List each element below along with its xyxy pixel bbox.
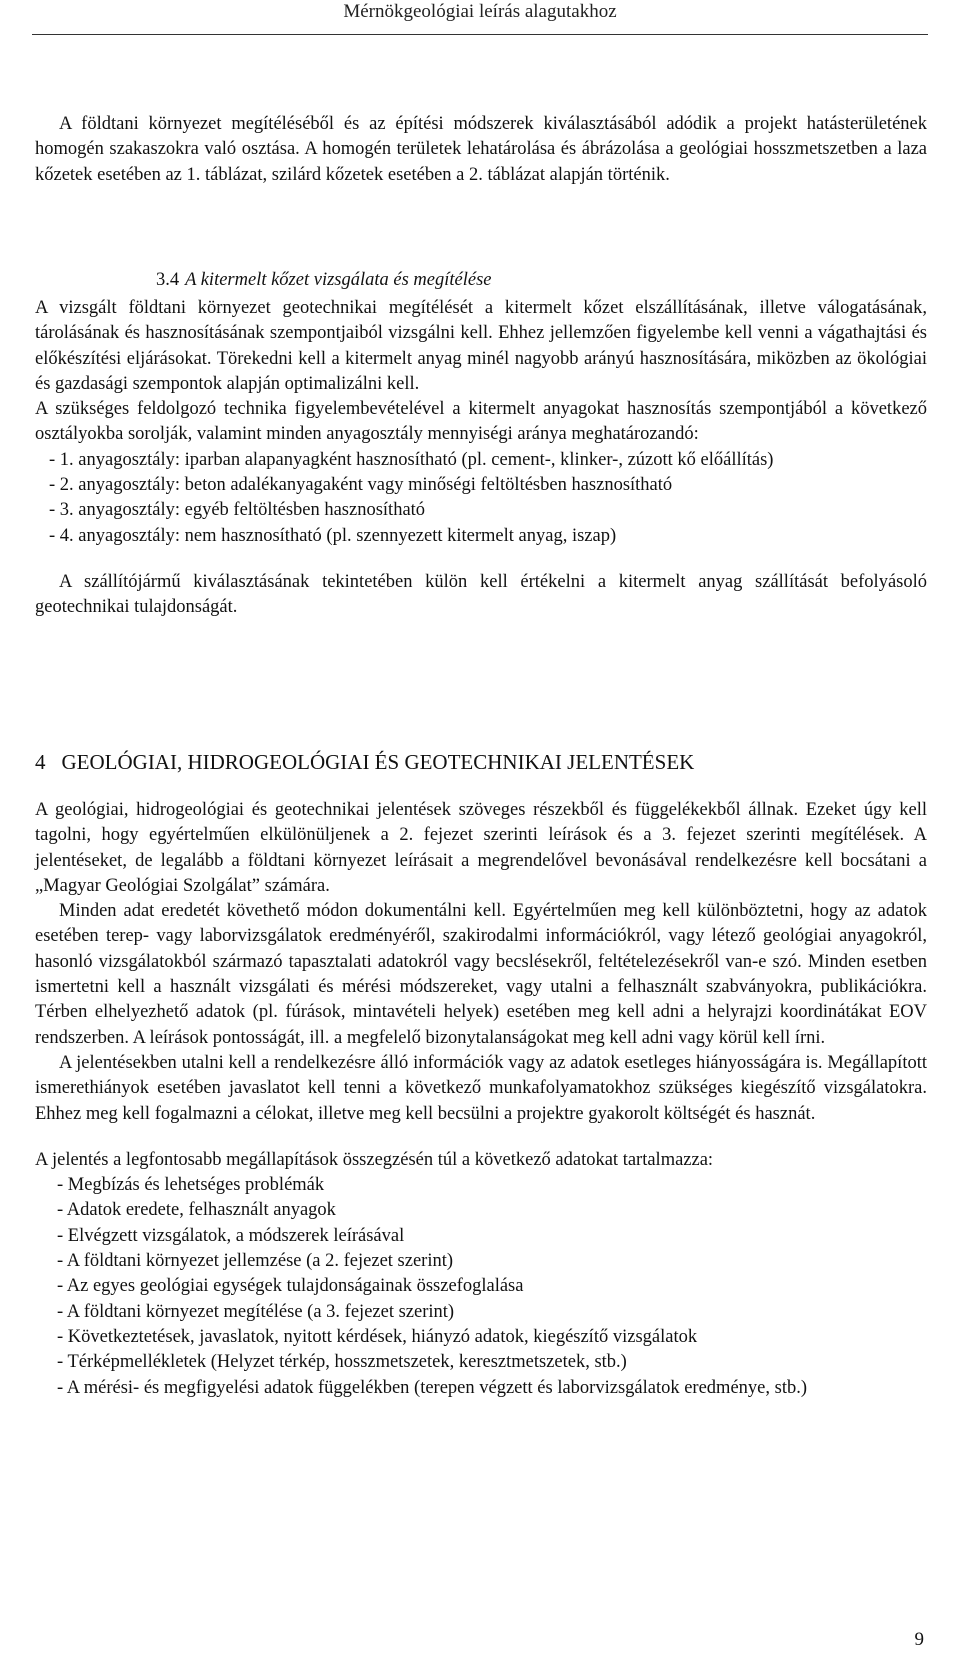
list-item: - A mérési- és megfigyelési adatok függelékben (terepen végzett és laborvizsgálatok eredménye, stb.)	[57, 1377, 807, 1398]
list-item: - Adatok eredete, felhasznált anyagok	[57, 1200, 336, 1221]
section-4-title: GEOLÓGIAI, HIDROGEOLÓGIAI ÉS GEOTECHNIKAI JELENTÉSEK	[61, 750, 695, 774]
section-3-4-paragraph-2: A szükséges feldolgozó technika figyelembevételével a kitermelt anyagokat hasznosítás szempontjából a következő osztályokba sorolják, valamint minden anyagosztály mennyiségi aránya meghatározandó:	[35, 399, 927, 445]
section-4-paragraph-2: Minden adat eredetét követhető módon dokumentálni kell. Egyértelműen meg kell különböztetni, hogy az adatok esetében terep- vagy laborvizsgálatok eredményéről, szakirodalmi információkról, vagy létező geológiai anyagokról, hasonló vizsgálatokból származó tapasztalati adatokról vagy becslésekről, feltételezésekről van-e szó. Minden esetben ismertetni kell a használt vizsgálati és mérési módszereket, vagy utalni a felhasznált szabványokra, publikációkra. Térben elhelyezhető adatok (pl. fúrások, mintavételi helyek) esetében meg kell adni a helyrajzi koordinátákat EOV rendszerben. A leírások pontosságát, ill. a megfelelő bizonytalanságokat meg kell adni vagy körül kell írni.	[35, 901, 927, 1048]
list-item: - 4. anyagosztály: nem hasznosítható (pl. szennyezett kitermelt anyag, iszap)	[49, 525, 617, 546]
section-3-4-heading	[156, 268, 492, 293]
report-contents-list	[35, 1173, 927, 1401]
running-header: Mérnökgeológiai leírás alagutakhoz	[343, 1, 617, 22]
list-item: - Következtetések, javaslatok, nyitott kérdések, hiányzó adatok, kiegészítő vizsgálatok	[57, 1326, 698, 1347]
list-item: - Az egyes geológiai egységek tulajdonságainak összefoglalása	[57, 1276, 524, 1297]
header-divider	[32, 34, 928, 35]
section-4-paragraph-3: A jelentésekben utalni kell a rendelkezésre álló információk vagy az adatok esetleges hiányosságára is. Megállapított ismerethiányok esetében javaslatot kell tenni a következő munkafolyamatokhoz szükséges kiegészítő vizsgálatokra. Ehhez meg kell fogalmazni a célokat, illetve meg kell becsülni a projektre gyakorolt költségét és hasznát.	[35, 1052, 927, 1124]
section-3-4-paragraph-1: A vizsgált földtani környezet geotechnikai megítélését a kitermelt kőzet elszállításának, illetve válogatásának, tárolásának és hasznosításának szempontjaiból vizsgálni kell. Ehhez jellemzően figyelembe kell venni a vágathajtási és előkészítési eljárásokat. Törekedni kell a kitermelt anyag minél nagyobb arányú hasznosítására, miközben az ökológiai és gazdasági szempontok alapján optimalizálni kell.	[35, 298, 927, 394]
list-item: - A földtani környezet jellemzése (a 2. fejezet szerint)	[57, 1251, 454, 1272]
report-contents-intro: A jelentés a legfontosabb megállapítások összegzésén túl a következő adatokat tartalmazza:	[35, 1149, 714, 1170]
intro-paragraph	[35, 112, 927, 188]
page-number: 9	[914, 1629, 924, 1650]
list-item: - Elvégzett vizsgálatok, a módszerek leírásával	[57, 1225, 405, 1246]
section-3-4-paragraph-3: A szállítójármű kiválasztásának tekintetében külön kell értékelni a kitermelt anyag szállítását befolyásoló geotechnikai tulajdonságát.	[35, 571, 927, 618]
section-4-body	[35, 798, 927, 1401]
list-item: - 3. anyagosztály: egyéb feltöltésben hasznosítható	[49, 500, 426, 521]
list-item: - Megbízás és lehetséges problémák	[57, 1175, 325, 1196]
list-item: - A földtani környezet megítélése (a 3. fejezet szerint)	[57, 1301, 455, 1322]
list-item: - 2. anyagosztály: beton adalékanyagaként vagy minőségi feltöltésben hasznosítható	[49, 475, 673, 496]
list-item: - 1. anyagosztály: iparban alapanyagként hasznosítható (pl. cement-, klinker-, zúzott kő előállítás)	[49, 449, 774, 470]
section-3-4-title: A kitermelt kőzet vizsgálata és megítélése	[185, 270, 492, 290]
intro-text: A földtani környezet megítéléséből és az építési módszerek kiválasztásából adódik a projekt hatásterületének homogén szakaszokra való osztása. A homogén területek lehatárolása és ábrázolása a geológiai hosszmetszetben a laza kőzetek esetében az 1. táblázat, szilárd kőzetek esetében a 2. táblázat alapján történik.	[35, 114, 927, 185]
material-class-list	[35, 448, 927, 549]
section-4-paragraph-1: A geológiai, hidrogeológiai és geotechnikai jelentések szöveges részekből és függelékekből állnak. Ezeket úgy kell tagolni, hogy egyértelműen elkülönüljenek a 2. fejezet szerinti leírások és a 3. fejezet szerinti megítélések. A jelentéseket, de legalább a földtani környezet leírásait a megrendelővel bevonásával rendelkezésre kell bocsátani a „Magyar Geológiai Szolgálat” számára.	[35, 800, 927, 896]
section-3-4-number: 3.4	[156, 270, 180, 290]
list-item: - Térképmellékletek (Helyzet térkép, hosszmetszetek, keresztmetszetek, stb.)	[57, 1352, 627, 1373]
section-4-number: 4	[35, 750, 46, 774]
section-4-heading	[35, 749, 694, 775]
section-3-4-body	[35, 296, 927, 621]
